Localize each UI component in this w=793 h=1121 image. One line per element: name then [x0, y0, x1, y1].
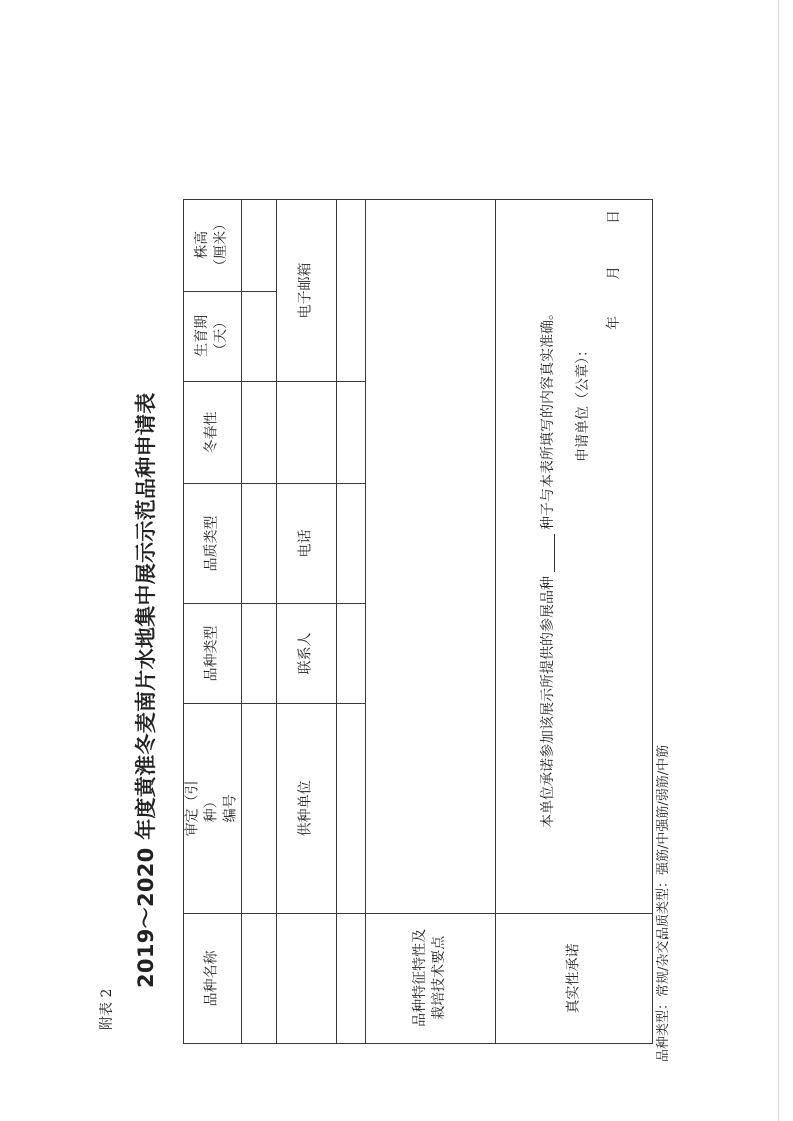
email-label: 电子邮箱	[297, 261, 314, 318]
date-day: 日	[606, 210, 622, 224]
phone-label: 电话	[297, 528, 314, 557]
header-approval-no: 审定（引种） 编号	[184, 779, 239, 836]
form-title: 2019～2020 年度黄淮冬麦南片水地集中展示示范品种申请表	[134, 392, 158, 988]
header-variety-name: 品种名称	[203, 949, 220, 1006]
supplier-label: 供种单位	[297, 779, 314, 836]
contact-label: 联系人	[297, 631, 314, 674]
commitment-text-after: 种子与本表所填写的内容真实准确。	[540, 306, 556, 530]
commitment-statement	[537, 306, 557, 828]
header-growth-period: 生育期 （天）	[194, 315, 229, 357]
header-winter-spring: 冬春性	[203, 410, 220, 453]
header-plant-height: 株高 （厘米）	[194, 217, 229, 273]
annex-label: 附表 2	[99, 988, 115, 1030]
commitment-text-before: 本单位承诺参加该展示所提供的参展品种	[540, 576, 556, 828]
header-quality-type: 品质类型	[203, 514, 220, 571]
date-year: 年	[606, 316, 622, 330]
applicant-seal-label: 申请单位（公章）：	[575, 343, 591, 462]
footnote-quality-type: 品质类型：强筋/中强筋/弱筋/中筋	[656, 744, 671, 940]
header-variety-type: 品种类型	[203, 624, 220, 681]
footnote-variety-type: 品种类型：常规/杂交；	[656, 927, 671, 1062]
features-label: 品种特征特性及 栽培技术要点	[412, 929, 447, 1027]
scan-edge	[778, 0, 779, 1121]
date-month: 月	[606, 266, 622, 280]
variety-blank	[542, 534, 555, 572]
commitment-label: 真实性承诺	[565, 942, 582, 1013]
